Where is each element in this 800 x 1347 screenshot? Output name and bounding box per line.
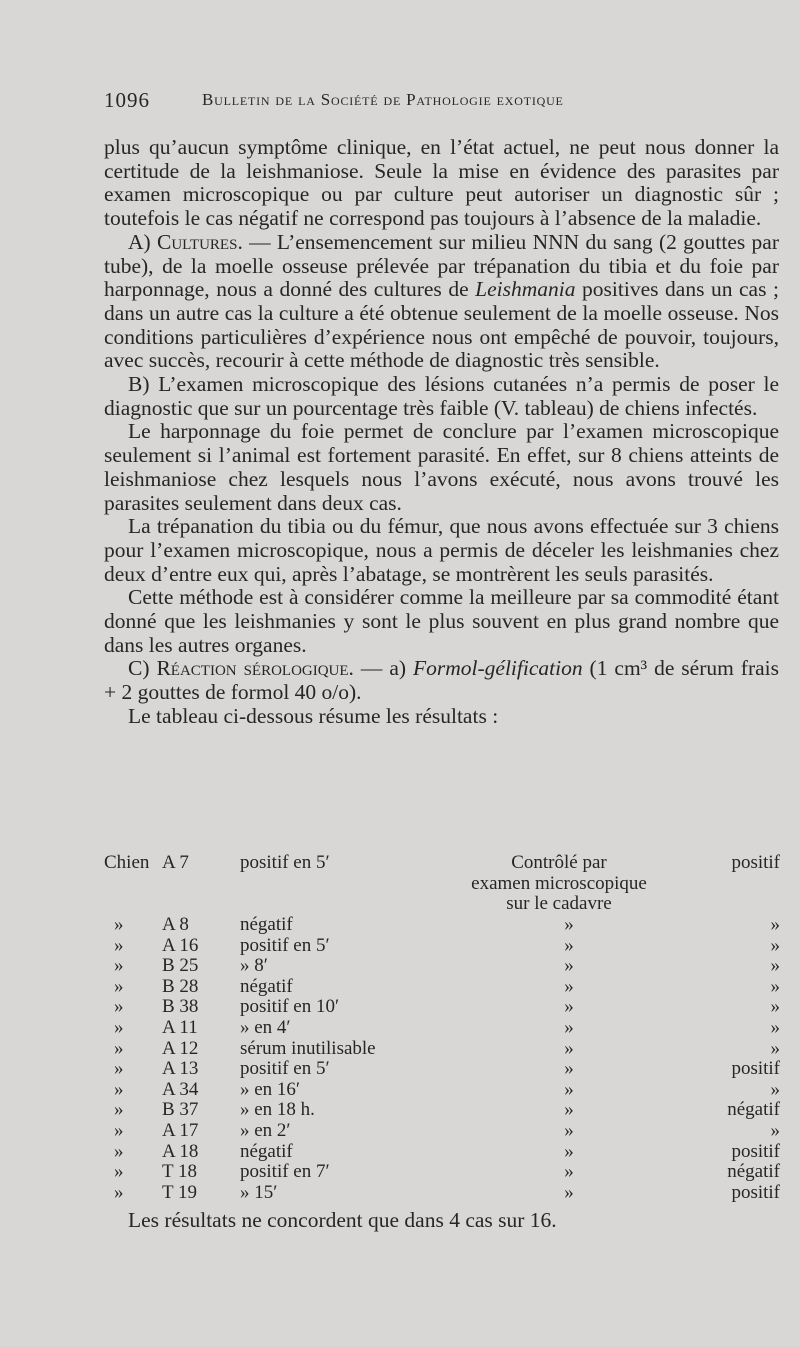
test-result: » 8′ bbox=[240, 955, 268, 977]
paragraph-serologique-text-a: — a) bbox=[353, 656, 413, 681]
table-row bbox=[104, 1162, 780, 1183]
control-result: » bbox=[564, 1078, 574, 1100]
dog-id: A 34 bbox=[162, 1078, 199, 1100]
control-header bbox=[439, 853, 679, 915]
table-row bbox=[104, 1059, 780, 1080]
control-result: » bbox=[564, 1161, 574, 1183]
table-row bbox=[104, 915, 780, 936]
dog-id: B 38 bbox=[162, 996, 199, 1018]
table-row bbox=[104, 1183, 780, 1204]
autopsy-outcome: » bbox=[770, 996, 780, 1018]
dog-id: A 16 bbox=[162, 934, 199, 956]
dog-id: A 8 bbox=[162, 914, 189, 935]
control-result: » bbox=[564, 1099, 574, 1121]
autopsy-outcome: » bbox=[770, 1037, 780, 1059]
control-header-line-3: sur le cadavre bbox=[506, 893, 612, 915]
section-label-serologique: C) Réaction sérologique. bbox=[128, 656, 354, 681]
test-result: » en 2′ bbox=[240, 1119, 291, 1141]
control-result: » bbox=[564, 1016, 574, 1038]
table-row bbox=[104, 936, 780, 957]
test-result: positif en 5′ bbox=[240, 852, 330, 873]
test-result: » en 18 h. bbox=[240, 1099, 315, 1121]
autopsy-outcome: positif bbox=[731, 1181, 780, 1203]
autopsy-outcome: » bbox=[770, 914, 780, 935]
table-row bbox=[104, 853, 780, 915]
ditto-mark: » bbox=[114, 1181, 124, 1203]
paragraph-serologique bbox=[104, 657, 779, 704]
paragraph-1: plus qu’aucun symptôme clinique, en l’état actuel, ne peut nous donner la certitude de la leishmaniose. Seule la mise en évidence des parasites par examen microscopique ou par culture peut autoriser un diagnostic sûr ; toutefois le cas négatif ne correspond pas toujours à l’absence de la maladie. bbox=[104, 135, 779, 231]
ditto-mark: » bbox=[114, 1078, 124, 1100]
test-result: positif en 10′ bbox=[240, 996, 340, 1018]
paragraph-cultures bbox=[104, 231, 779, 373]
paragraph-cultures-text-b: positives dans un cas ; dans un autre cas la culture a été obtenue seulement de la moelle osseuse. Nos conditions particulières d’expérience nous ont empêché de pouvoir, toujours, avec succès, recourir à cette méthode de diagnostic très sensible. bbox=[104, 277, 779, 373]
ditto-mark: » bbox=[114, 1099, 124, 1121]
page-header bbox=[104, 88, 754, 116]
ditto-mark: » bbox=[114, 1119, 124, 1141]
control-result: » bbox=[564, 1140, 574, 1162]
control-result: » bbox=[564, 914, 574, 935]
results-table bbox=[104, 853, 780, 1203]
running-title: Bulletin de la Société de Pathologie exotique bbox=[202, 90, 564, 109]
control-result: » bbox=[564, 1119, 574, 1141]
autopsy-outcome: » bbox=[770, 934, 780, 956]
ditto-mark: » bbox=[114, 1037, 124, 1059]
dog-id: A 7 bbox=[162, 852, 189, 873]
table-row bbox=[104, 956, 780, 977]
autopsy-outcome: » bbox=[770, 1119, 780, 1141]
control-result: » bbox=[564, 955, 574, 977]
paragraph-serologique-italic: Formol-gélification bbox=[413, 656, 583, 681]
ditto-mark: » bbox=[114, 1058, 124, 1080]
ditto-mark: » bbox=[114, 1140, 124, 1162]
control-result: » bbox=[564, 1181, 574, 1203]
dog-id: T 18 bbox=[162, 1161, 198, 1183]
test-result: négatif bbox=[240, 975, 293, 997]
control-result: » bbox=[564, 1037, 574, 1059]
test-result: » 15′ bbox=[240, 1181, 278, 1203]
autopsy-outcome: » bbox=[770, 955, 780, 977]
table-row bbox=[104, 1121, 780, 1142]
autopsy-outcome: » bbox=[770, 1078, 780, 1100]
test-result: sérum inutilisable bbox=[240, 1037, 376, 1059]
test-result: » en 4′ bbox=[240, 1016, 291, 1038]
autopsy-outcome: négatif bbox=[727, 1099, 780, 1121]
paragraph-tableau-intro: Le tableau ci-dessous résume les résultats : bbox=[128, 703, 499, 728]
paragraph-cultures-text-a: — L’ensemencement sur milieu NNN du sang (2 gouttes par tube), de la moelle osseuse prélevée par trépanation du tibia et du foie par harponnage, nous a donné des cultures de bbox=[104, 229, 779, 302]
table-row bbox=[104, 997, 780, 1018]
ditto-mark: » bbox=[114, 934, 124, 956]
autopsy-outcome: négatif bbox=[727, 1161, 780, 1183]
table-row bbox=[104, 1039, 780, 1060]
dog-id: A 18 bbox=[162, 1140, 199, 1162]
ditto-mark: » bbox=[114, 975, 124, 997]
ditto-mark: » bbox=[114, 996, 124, 1018]
autopsy-outcome: positif bbox=[731, 1058, 780, 1080]
conclusion-line: Les résultats ne concordent que dans 4 cas sur 16. bbox=[128, 1208, 557, 1232]
paragraph-trepanation: La trépanation du tibia ou du fémur, que nous avons effectuée sur 3 chiens pour l’examen microscopique, nous a permis de déceler les leishmanies chez deux d’entre eux qui, après l’abatage, se montrèrent les seuls parasités. bbox=[104, 514, 779, 586]
body-text bbox=[104, 136, 779, 729]
table-row bbox=[104, 1080, 780, 1101]
dog-id: A 17 bbox=[162, 1119, 199, 1141]
autopsy-outcome: positif bbox=[731, 1140, 780, 1162]
control-header-line-1: Contrôlé par bbox=[511, 852, 607, 873]
control-result: » bbox=[564, 996, 574, 1018]
ditto-mark: » bbox=[114, 1161, 124, 1183]
test-result: positif en 5′ bbox=[240, 1058, 330, 1080]
table-body bbox=[104, 915, 780, 1203]
autopsy-outcome: » bbox=[770, 975, 780, 997]
ditto-mark: » bbox=[114, 1016, 124, 1038]
autopsy-outcome: positif bbox=[731, 852, 780, 873]
control-result: » bbox=[564, 934, 574, 956]
control-result: » bbox=[564, 1058, 574, 1080]
ditto-mark: » bbox=[114, 914, 124, 935]
dog-id: B 25 bbox=[162, 955, 199, 977]
test-result: positif en 7′ bbox=[240, 1161, 330, 1183]
ditto-mark: » bbox=[114, 955, 124, 977]
table-row bbox=[104, 977, 780, 998]
dog-id: T 19 bbox=[162, 1181, 198, 1203]
paragraph-harponnage: Le harponnage du foie permet de conclure par l’examen microscopique seulement si l’animal est fortement parasité. En effet, sur 8 chiens atteints de leishmaniose chez lesquels nous l’avons exécuté, nous avons trouvé les parasites seulement dans deux cas. bbox=[104, 419, 779, 515]
section-label-cultures: A) Cultures. bbox=[128, 229, 243, 254]
test-result: négatif bbox=[240, 914, 293, 935]
table-row bbox=[104, 1100, 780, 1121]
dog-id: B 28 bbox=[162, 975, 199, 997]
table-row bbox=[104, 1142, 780, 1163]
table-row bbox=[104, 1018, 780, 1039]
dog-id: A 12 bbox=[162, 1037, 199, 1059]
paragraph-serologique-text-b: (1 cm³ de sérum frais + 2 gouttes de formol 40 o/o). bbox=[104, 656, 780, 705]
dog-label: Chien bbox=[104, 852, 150, 873]
dog-id: A 13 bbox=[162, 1058, 199, 1080]
control-result: » bbox=[564, 975, 574, 997]
paragraph-methode: Cette méthode est à considérer comme la meilleure par sa commodité étant donné que les leishmanies y sont le plus souvent en plus grand nombre que dans les autres organes. bbox=[104, 585, 779, 657]
dog-id: A 11 bbox=[162, 1016, 198, 1038]
dog-id: B 37 bbox=[162, 1099, 199, 1121]
autopsy-outcome: » bbox=[770, 1016, 780, 1038]
test-result: négatif bbox=[240, 1140, 293, 1162]
control-header-line-2: examen microscopique bbox=[471, 872, 647, 894]
test-result: positif en 5′ bbox=[240, 934, 330, 956]
test-result: » en 16′ bbox=[240, 1078, 301, 1100]
page-number: 1096 bbox=[104, 88, 150, 112]
paragraph-examen: B) L’examen microscopique des lésions cutanées n’a permis de poser le diagnostic que sur un pourcentage très faible (V. tableau) de chiens infectés. bbox=[104, 372, 779, 420]
paragraph-cultures-italic: Leishmania bbox=[475, 277, 576, 302]
